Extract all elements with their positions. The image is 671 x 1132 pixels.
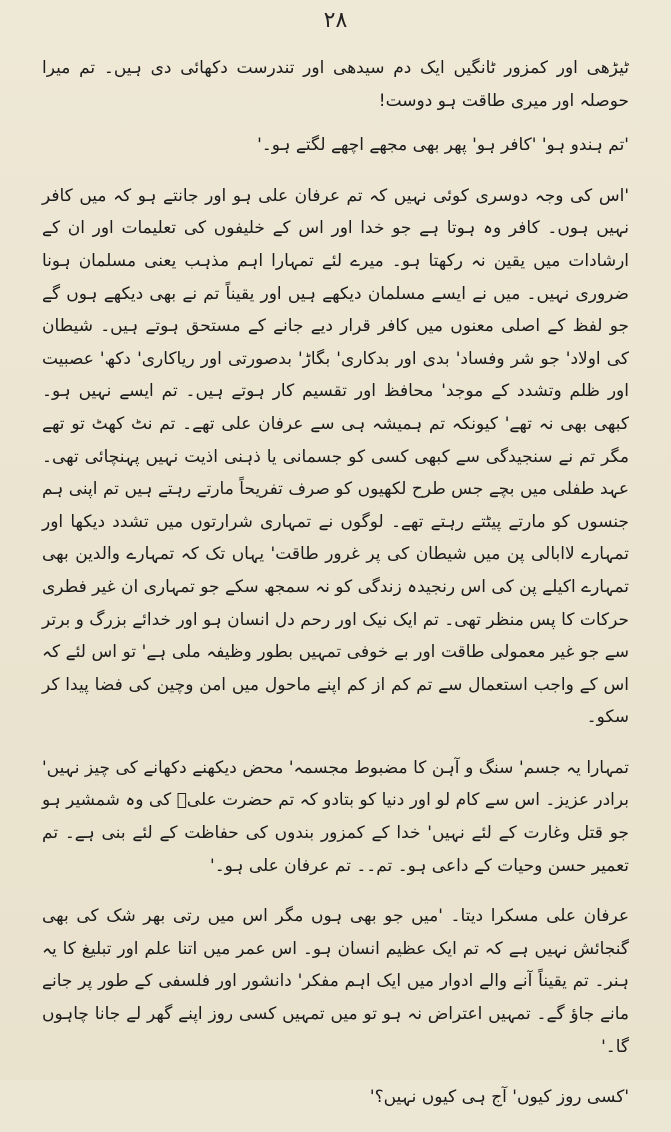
paragraph-1: ٹیڑھی اور کمزور ٹانگیں ایک دم سیدھی اور تندرست دکھائی دی ہیں۔ تم میرا حوصلہ اور میری طاقت ہو دوست! [42,58,629,111]
paragraph-4: تمہارا یہ جسم' سنگ و آہن کا مضبوط مجسمہ' محض دیکھنے دکھانے کی چیز نہیں' برادر عزیز۔ اس سے کام لو اور دنیا کو بتادو کہ تم حضرت علیؓ کی وہ شمشیر ہو جو قتل وغارت کے لئے نہیں' خدا کے کمزور بندوں کی حفاظت کے لئے بنی ہے۔ تم تعمیر حسن وحیات کے داعی ہو۔ تم۔۔ تم عرفان علی ہو۔' [42,757,629,876]
paragraph-6: 'کسی روز کیوں' آج ہی کیوں نہیں؟' [369,1087,629,1108]
paragraph-5: عرفان علی مسکرا دیتا۔ 'میں جو بھی ہوں مگر اس میں رتی بھر شک کی بھی گنجائش نہیں ہے کہ تم ایک عظیم انسان ہو۔ اس عمر میں اتنا علم اور تبلیغ کا یہ ہنر۔ تم یقیناً آنے والے ادوار میں ایک اہم مفکر' دانشور اور فلسفی کے طور پر جانے مانے جاؤ گے۔ تمہیں اعتراض نہ ہو تو میں تمہیں کسی روز اپنے گھر لے جانا چاہوں گا۔' [42,906,629,1057]
body-text [42,52,629,1132]
page-number: ۲۸ [323,8,348,33]
paragraph-2: 'تم ہندو ہو' 'کافر ہو' پھر بھی مجھے اچھے لگتے ہو۔' [257,135,629,156]
paragraph-3: 'اس کی وجہ دوسری کوئی نہیں کہ تم عرفان علی ہو اور جانتے ہو کہ میں کافر نہیں ہوں۔ کافر وہ ہوتا ہے جو خدا اور اس کے خلیفوں کی تعلیمات اور ان کے ارشادات میں یقین نہ رکھتا ہو۔ میرے لئے تمہارا اہم مذہب یعنی مسلمان ہونا ضروری نہیں۔ میں نے ایسے مسلمان دیکھے ہیں اور یقیناً تم نے بھی دیکھے ہوں گے جو لفظ کے اصلی معنوں میں کافر قرار دیے جانے کے مستحق ہوتے ہیں۔ شیطان کی اولاد' جو شر وفساد' بدی اور بدکاری' بگاڑ' بدصورتی اور ریاکاری' دکھ' عصبیت اور ظلم وتشدد کے موجد' محافظ اور تقسیم کار ہوتے ہیں۔ تم ایسے نہیں ہو۔ کبھی بھی نہ تھے' کیونکہ تم ہمیشہ ہی سے عرفان علی تھے۔ تم نٹ کھٹ تو تھے مگر تم نے سنجیدگی سے کبھی کسی کو جسمانی یا ذہنی اذیت نہیں پہنچائی تھی۔ عہد طفلی میں بچے جس طرح لکھیوں کو صرف تفریحاً مارتے رہتے ہیں تم اپنی ہم جنسوں کو مارتے پیٹتے رہتے تھے۔ لوگوں نے تمہاری شرارتوں میں تشدد دیکھا اور تمہارے لاابالی پن میں شیطان کی پر غرور طاقت' یہاں تک کہ تمہارے والدین بھی تمہارے اکیلے پن کی اس رنجیدہ زندگی کو نہ سمجھ سکے جو تمہاری ان غیر فطری حرکات کا پس منظر تھی۔ تم ایک نیک اور رحم دل انسان ہو اور خدائے بزرگ و برتر سے جو غیر معمولی طاقت اور بے خوفی تمہیں بطور وظیفہ ملی ہے' تو اس لئے کہ اس کے واجب استعمال سے تم کم از کم اپنے ماحول میں امن وچین کی فضا پیدا کر سکو۔ [42,185,630,728]
